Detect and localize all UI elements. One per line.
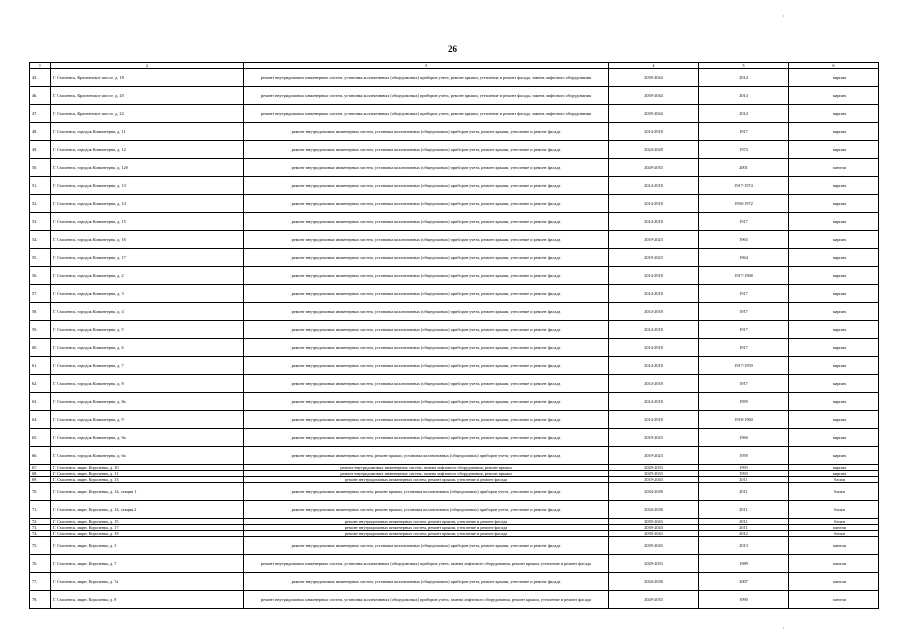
work-type-cell: ремонт внутридомовых инженерных систем, установка коллективных (общедомовых) приборов учета, ремонт крыши, утепление и ремонт фасада [244,537,609,555]
repair-period-cell: 2034-2038 [609,501,699,519]
bottom-mark: ' [783,628,784,633]
wall-material-cell: кирпич [789,87,879,105]
wall-material-cell: блоки [789,501,879,519]
build-year-cell: 1917 [699,285,789,303]
row-number: 73. [30,525,51,531]
table-row [30,285,879,303]
repair-period-cell: 2014-2018 [609,393,699,411]
wall-material-cell: кирпич [789,471,879,477]
repair-period-cell: 2039-2044 [609,87,699,105]
build-year-cell: 1966 [699,429,789,447]
table-row [30,177,879,195]
work-type-cell: ремонт внутридомовых инженерных систем, установка коллективных (общедомовых) приборов учета, ремонт крыши, утепление и ремонт фасада [244,375,609,393]
work-type-cell: ремонт внутридомовых инженерных систем, ремонт крыши, установка коллективных (общедомовых) приборов учета, утепление и ремонт фасада [244,447,609,465]
repair-period-cell: 2014-2018 [609,321,699,339]
wall-material-cell: панели [789,555,879,573]
repair-period-cell: 2019-2023 [609,447,699,465]
column-number: 6 [789,63,879,69]
column-number: 5 [699,63,789,69]
work-type-cell: ремонт внутридомовых инженерных систем, установка коллективных (общедомовых) приборов учета, ремонт крыши, утепление и ремонт фасада [244,213,609,231]
address-cell: Г. Смоленск, городок Коминтерна, д. 12б [51,159,244,177]
row-number: 46. [30,87,51,105]
work-type-cell: ремонт внутридомовых инженерных систем, установка коллективных (общедомовых) приборов учета, ремонт крыши, утепление и ремонт фасада [244,321,609,339]
address-cell: Г. Смоленск, мкрн. Королевка, д. 8 [51,591,244,609]
repair-schedule-table [29,62,879,609]
corner-mark: ' [783,16,784,21]
row-number: 51. [30,177,51,195]
row-number: 72. [30,519,51,525]
wall-material-cell: панели [789,159,879,177]
repair-period-cell: 2039-2044 [609,69,699,87]
address-cell: Г. Смоленск, городок Коминтерна, д. 9 [51,411,244,429]
wall-material-cell: панели [789,573,879,591]
row-number: 65. [30,429,51,447]
repair-period-cell: 2014-2018 [609,339,699,357]
wall-material-cell: панели [789,591,879,609]
address-cell: Г. Смоленск, городок Коминтерна, д. 8 [51,375,244,393]
row-number: 71. [30,501,51,519]
address-cell: Г. Смоленск, мкрн. Королевка, д. 15 [51,519,244,525]
wall-material-cell: кирпич [789,213,879,231]
build-year-cell: 1963 [699,231,789,249]
wall-material-cell: блоки [789,483,879,501]
table-row [30,447,879,465]
wall-material-cell: кирпич [789,267,879,285]
wall-material-cell: кирпич [789,141,879,159]
address-cell: Г. Смоленск, городок Коминтерна, д. 13 [51,177,244,195]
repair-period-cell: 2039-2043 [609,537,699,555]
row-number: 54. [30,231,51,249]
wall-material-cell: панели [789,525,879,531]
row-number: 47. [30,105,51,123]
address-cell: Г. Смоленск, мкрн. Королевка, д. 13 [51,477,244,483]
address-cell: Г. Смоленск, городок Коминтерна, д. 14 [51,195,244,213]
address-cell: Г. Смоленск, городок Коминтерна, д. 17 [51,249,244,267]
work-type-cell: ремонт внутридомовых инженерных систем, установка коллективных (общедомовых) приборов учета, ремонт крыши, утепление и ремонт фасада [244,123,609,141]
row-number: 48. [30,123,51,141]
build-year-cell: 2007 [699,573,789,591]
table-row [30,195,879,213]
work-type-cell: ремонт внутридомовых инженерных систем, замена лифтового оборудования, ремонт крыши [244,471,609,477]
repair-period-cell: 2014-2018 [609,411,699,429]
build-year-cell: 1917-1974 [699,177,789,195]
row-number: 63. [30,393,51,411]
repair-period-cell: 2014-2018 [609,123,699,141]
repair-period-cell: 2029-2033 [609,555,699,573]
row-number: 66. [30,447,51,465]
table-row [30,123,879,141]
address-cell: Г. Смоленск, мкрн. Королевка, д. 7 [51,555,244,573]
work-type-cell: ремонт внутридомовых инженерных систем, установка коллективных (общедомовых) приборов учета, ремонт крыши, утепление и ремонт фасада, замена лифтового оборудования [244,69,609,87]
wall-material-cell: кирпич [789,357,879,375]
work-type-cell: ремонт внутридомовых инженерных систем, ремонт крыши, утепление и ремонт фасада [244,519,609,525]
row-number: 55. [30,249,51,267]
page-number: 26 [448,44,457,54]
table-row [30,483,879,501]
row-number: 53. [30,213,51,231]
address-cell: Г. Смоленск, мкрн. Королевка, д. 11 [51,471,244,477]
table-row [30,339,879,357]
repair-period-cell: 2014-2018 [609,195,699,213]
address-cell: Г. Смоленск, мкрн. Королевка, д. 3 [51,537,244,555]
address-cell: Г. Смоленск, городок Коминтерна, д. 6 [51,339,244,357]
row-number: 70. [30,483,51,501]
row-number: 67. [30,465,51,471]
row-number: 50. [30,159,51,177]
address-cell: Г. Смоленск, городок Коминтерна, д. 2 [51,267,244,285]
address-cell: Г. Смоленск, Красненское шоссе, д. 20 [51,87,244,105]
build-year-cell: 2001 [699,159,789,177]
repair-period-cell: 2019-2023 [609,249,699,267]
wall-material-cell: кирпич [789,249,879,267]
repair-period-cell: 2039-2044 [609,105,699,123]
build-year-cell: 2011 [699,483,789,501]
repair-period-cell: 2019-2023 [609,429,699,447]
table-row [30,159,879,177]
work-type-cell: ремонт внутридомовых инженерных систем, установка коллективных (общедомовых) приборов учета, замена лифтового оборудования, ремонт крыши, утепление и ремонт фасада [244,591,609,609]
build-year-cell: 1917 [699,303,789,321]
build-year-cell: 1974 [699,141,789,159]
wall-material-cell: блоки [789,519,879,525]
address-cell: Г. Смоленск, мкрн. Королевка, д. 7а [51,573,244,591]
build-year-cell: 2014 [699,105,789,123]
row-number: 60. [30,339,51,357]
address-cell: Г. Смоленск, городок Коминтерна, д. 16 [51,231,244,249]
address-cell: Г. Смоленск, городок Коминтерна, д. 11 [51,123,244,141]
table-row [30,141,879,159]
wall-material-cell: кирпич [789,195,879,213]
build-year-cell: 1917 [699,321,789,339]
column-number: 3 [244,63,609,69]
address-cell: Г. Смоленск, городок Коминтерна, д. 9а [51,429,244,447]
row-number: 77. [30,573,51,591]
work-type-cell: ремонт внутридомовых инженерных систем, установка коллективных (общедомовых) приборов учета, ремонт крыши, утепление и ремонт фасада [244,303,609,321]
work-type-cell: ремонт внутридомовых инженерных систем, установка коллективных (общедомовых) приборов учета, ремонт крыши, утепление и ремонт фасада [244,177,609,195]
row-number: 78. [30,591,51,609]
table-row [30,501,879,519]
repair-period-cell: 2019-2023 [609,231,699,249]
work-type-cell: ремонт внутридомовых инженерных систем, установка коллективных (общедомовых) приборов учета, ремонт крыши, утепление и ремонт фасада [244,249,609,267]
address-cell: Г. Смоленск, Красненское шоссе, д. 18 [51,69,244,87]
build-year-cell: 1989 [699,555,789,573]
work-type-cell: ремонт внутридомовых инженерных систем, установка коллективных (общедомовых) приборов учета, ремонт крыши, утепление и ремонт фасада, замена лифтового оборудования [244,105,609,123]
address-cell: Г. Смоленск, городок Коминтерна, д. 15 [51,213,244,231]
repair-period-cell: 2029-2033 [609,471,699,477]
wall-material-cell: блоки [789,477,879,483]
build-year-cell: 1959 [699,393,789,411]
build-year-cell: 1917 [699,213,789,231]
row-number: 57. [30,285,51,303]
address-cell: Г. Смоленск, мкрн. Королевка, д. 10 [51,465,244,471]
work-type-cell: ремонт внутридомовых инженерных систем, установка коллективных (общедомовых) приборов учета, ремонт крыши, утепление и ремонт фасада, замена лифтового оборудования [244,87,609,105]
work-type-cell: ремонт внутридомовых инженерных систем, ремонт крыши, утепление и ремонт фасада [244,531,609,537]
row-number: 56. [30,267,51,285]
work-type-cell: ремонт внутридомовых инженерных систем, ремонт крыши, утепление и ремонт фасада [244,477,609,483]
table-row [30,591,879,609]
build-year-cell: 2011 [699,519,789,525]
row-number: 58. [30,303,51,321]
address-cell: Г. Смоленск, городок Коминтерна, д. 3 [51,285,244,303]
row-number: 68. [30,471,51,477]
build-year-cell: 1917-1968 [699,267,789,285]
work-type-cell: ремонт внутридомовых инженерных систем, установка коллективных (общедомовых) приборов учета, ремонт крыши, утепление и ремонт фасада [244,429,609,447]
repair-period-cell: 2039-2043 [609,531,699,537]
row-number: 76. [30,555,51,573]
wall-material-cell: панели [789,537,879,555]
wall-material-cell: кирпич [789,321,879,339]
repair-period-cell: 2014-2018 [609,375,699,393]
repair-period-cell: 2029-2033 [609,591,699,609]
build-year-cell: 2014 [699,69,789,87]
row-number: 62. [30,375,51,393]
table-row [30,105,879,123]
repair-period-cell: 2019-2043 [609,477,699,483]
work-type-cell: ремонт внутридомовых инженерных систем, замена лифтового оборудования, ремонт крыши [244,465,609,471]
work-type-cell: ремонт внутридомовых инженерных систем, ремонт крыши, утепление и ремонт фасада [244,525,609,531]
wall-material-cell: кирпич [789,69,879,87]
wall-material-cell: кирпич [789,393,879,411]
row-number: 69. [30,477,51,483]
build-year-cell: 1917 [699,339,789,357]
wall-material-cell: кирпич [789,285,879,303]
work-type-cell: ремонт внутридомовых инженерных систем, установка коллективных (общедомовых) приборов учета, ремонт крыши, утепление и ремонт фасада [244,285,609,303]
build-year-cell: 1990 [699,591,789,609]
repair-period-cell: 2029-2033 [609,465,699,471]
wall-material-cell: кирпич [789,339,879,357]
table-row [30,69,879,87]
wall-material-cell: блоки [789,531,879,537]
repair-period-cell: 2014-2018 [609,357,699,375]
address-cell: Г. Смоленск, городок Коминтерна, д. 8а [51,393,244,411]
build-year-cell: 1959 [699,447,789,465]
table-row [30,231,879,249]
row-number: 75. [30,537,51,555]
table-row [30,249,879,267]
wall-material-cell: кирпич [789,465,879,471]
repair-period-cell: 2014-2018 [609,267,699,285]
wall-material-cell: кирпич [789,231,879,249]
build-year-cell: 1917 [699,123,789,141]
work-type-cell: ремонт внутридомовых инженерных систем, установка коллективных (общедомовых) приборов учета, ремонт крыши, утепление и ремонт фасада [244,195,609,213]
address-cell: Г. Смоленск, городок Коминтерна, д. 7 [51,357,244,375]
work-type-cell: ремонт внутридомовых инженерных систем, установка коллективных (общедомовых) приборов учета, ремонт крыши, утепление и ремонт фасада [244,231,609,249]
column-number: 4 [609,63,699,69]
work-type-cell: ремонт внутридомовых инженерных систем, установка коллективных (общедомовых) приборов учета, ремонт крыши, утепление и ремонт фасада [244,339,609,357]
work-type-cell: ремонт внутридомовых инженерных систем, установка коллективных (общедомовых) приборов учета, ремонт крыши, утепление и ремонт фасада [244,159,609,177]
table-row [30,321,879,339]
wall-material-cell: кирпич [789,303,879,321]
build-year-cell: 2014 [699,87,789,105]
repair-period-cell: 2024-2028 [609,141,699,159]
address-cell: Г. Смоленск, городок Коминтерна, д. 4 [51,303,244,321]
table-row [30,267,879,285]
work-type-cell: ремонт внутридомовых инженерных систем, установка коллективных (общедомовых) приборов учета, ремонт крыши, утепление и ремонт фасада [244,267,609,285]
address-cell: Г. Смоленск, городок Коминтерна, д. 6а [51,447,244,465]
table-row [30,393,879,411]
row-number: 52. [30,195,51,213]
table-row [30,537,879,555]
wall-material-cell: кирпич [789,411,879,429]
repair-period-cell: 2039-2043 [609,519,699,525]
work-type-cell: ремонт внутридомовых инженерных систем, установка коллективных (общедомовых) приборов учета, ремонт крыши, утепление и ремонт фасада [244,141,609,159]
address-cell: Г. Смоленск, городок Коминтерна, д. 12 [51,141,244,159]
work-type-cell: ремонт внутридомовых инженерных систем, установка коллективных (общедомовых) приборов учета, ремонт крыши, утепление и ремонт фасада [244,393,609,411]
address-cell: Г. Смоленск, мкрн. Королевка, д. 14, секция 1 [51,483,244,501]
column-number: 1 [30,63,51,69]
build-year-cell: 2012 [699,531,789,537]
wall-material-cell: кирпич [789,447,879,465]
repair-period-cell: 2034-2038 [609,483,699,501]
work-type-cell: ремонт внутридомовых инженерных систем, установка коллективных (общедомовых) приборов учета, ремонт крыши, утепление и ремонт фасада [244,357,609,375]
build-year-cell: 1993 [699,465,789,471]
table-row [30,87,879,105]
build-year-cell: 1930-1972 [699,195,789,213]
address-cell: Г. Смоленск, мкрн. Королевка, д. 19 [51,531,244,537]
address-cell: Г. Смоленск, Красненское шоссе, д. 22 [51,105,244,123]
build-year-cell: 2011 [699,525,789,531]
repair-period-cell: 2014-2018 [609,303,699,321]
build-year-cell: 2011 [699,501,789,519]
work-type-cell: ремонт внутридомовых инженерных систем, ремонт крыши, установка коллективных (общедомовых) приборов учета, утепление и ремонт фасада [244,501,609,519]
wall-material-cell: кирпич [789,429,879,447]
table-row [30,303,879,321]
table-row [30,429,879,447]
build-year-cell: 1918-1960 [699,411,789,429]
address-cell: Г. Смоленск, городок Коминтерна, д. 5 [51,321,244,339]
work-type-cell: ремонт внутридомовых инженерных систем, установка коллективных (общедомовых) приборов учета, ремонт крыши, утепление и ремонт фасада [244,411,609,429]
work-type-cell: ремонт внутридомовых инженерных систем, ремонт крыши, установка коллективных (общедомовых) приборов учета, утепление и ремонт фасада [244,483,609,501]
repair-period-cell: 2039-2043 [609,525,699,531]
repair-period-cell: 2014-2018 [609,213,699,231]
table-row [30,555,879,573]
wall-material-cell: кирпич [789,123,879,141]
row-number: 64. [30,411,51,429]
row-number: 59. [30,321,51,339]
row-number: 49. [30,141,51,159]
repair-period-cell: 2029-2033 [609,159,699,177]
table-row [30,411,879,429]
build-year-cell: 1993 [699,471,789,477]
row-number: 74. [30,531,51,537]
repair-period-cell: 2014-2018 [609,285,699,303]
address-cell: Г. Смоленск, мкрн. Королевка, д. 17 [51,525,244,531]
table-row [30,357,879,375]
build-year-cell: 2011 [699,477,789,483]
build-year-cell: 1917 [699,375,789,393]
wall-material-cell: кирпич [789,177,879,195]
row-number: 61. [30,357,51,375]
work-type-cell: ремонт внутридомовых инженерных систем, установка коллективных (общедомовых) приборов учета, ремонт крыши, утепление и ремонт фасада [244,573,609,591]
row-number: 45. [30,69,51,87]
repair-period-cell: 2014-2018 [609,177,699,195]
address-cell: Г. Смоленск, мкрн. Королевка, д. 14, секция 2 [51,501,244,519]
wall-material-cell: кирпич [789,375,879,393]
table-row [30,375,879,393]
work-type-cell: ремонт внутридомовых инженерных систем, установка коллективных (общедомовых) приборов учета, замена лифтового оборудования, ремонт крыши, утепление и ремонт фасада [244,555,609,573]
wall-material-cell: кирпич [789,105,879,123]
table-row [30,573,879,591]
build-year-cell: 1964 [699,249,789,267]
build-year-cell: 1917-1959 [699,357,789,375]
column-number: 2 [51,63,244,69]
repair-period-cell: 2034-2038 [609,573,699,591]
table-row [30,213,879,231]
build-year-cell: 2013 [699,537,789,555]
